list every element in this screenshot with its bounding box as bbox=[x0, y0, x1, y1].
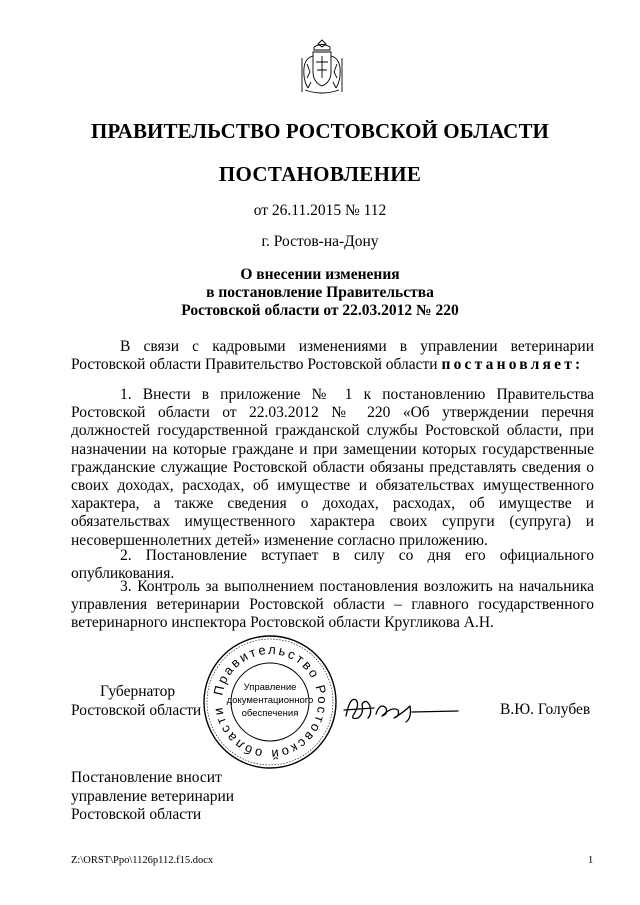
position-line-1: Губернатор bbox=[100, 683, 176, 700]
title-line-1: О внесении изменения bbox=[240, 266, 400, 283]
file-path: Z:\ORST\Ppo\1126p112.f15.docx bbox=[71, 855, 214, 866]
document-date-number: от 26.11.2015 № 112 bbox=[253, 202, 387, 219]
page-number: 1 bbox=[588, 855, 594, 866]
stamp-inner-line-1: Управление bbox=[243, 682, 297, 693]
preamble-text: В связи с кадровыми изменениями в управлении ветеринарии Ростовской области Правительство Ростовской области bbox=[71, 338, 594, 374]
title-line-2: в постановление Правительства bbox=[206, 284, 434, 301]
stamp-inner-line-2: документационного bbox=[226, 695, 314, 706]
preamble-paragraph bbox=[71, 338, 594, 374]
coat-of-arms-icon bbox=[299, 38, 345, 96]
submitted-by bbox=[71, 769, 234, 825]
decree-keyword: постановляет: bbox=[441, 356, 584, 374]
official-stamp bbox=[200, 632, 340, 772]
submitted-by-line-3: Ростовской области bbox=[71, 806, 202, 823]
handwritten-signature bbox=[340, 688, 460, 728]
document-type: ПОСТАНОВЛЕНИЕ bbox=[218, 162, 422, 186]
stamp-outer-text: Правительство Ростовской области bbox=[210, 641, 331, 763]
submitted-by-line-2: управление ветеринарии bbox=[71, 787, 235, 805]
document-city: г. Ростов-на-Дону bbox=[261, 233, 379, 250]
submitted-by-line-1: Постановление вносит bbox=[71, 769, 222, 786]
paragraph-item-3: 3. Контроль за выполнением постановления возложить на начальника управления ветеринарии Ростовской области – главного государственного ветеринарного инспектора Ростовской области Кругликова А.Н. bbox=[71, 578, 594, 632]
stamp-inner-line-3: обеспечения bbox=[241, 708, 299, 719]
paragraph-item-2: 2. Постановление вступает в силу со дня его официального опубликования. bbox=[71, 547, 594, 583]
paragraph-item-1: 1. Внести в приложение № 1 к постановлению Правительства Ростовской области от 22.03.2012 № 220 «Об утверждении перечня должностей государственной гражданской службы Ростовской области, при назначении на которые граждане и при замещении которых государственные гражданские служащие Ростовской области обязаны представлять сведения о своих доходах, расходах, об имуществе и обязательствах имущественного характера, а также сведения о доходах, расходах, об имуществе и обязательствах имущественного характера своих супруги (супруга) и несовершеннолетних детей» изменение согласно приложению. bbox=[71, 386, 594, 549]
title-line-3: Ростовской области от 22.03.2012 № 220 bbox=[181, 302, 459, 319]
document-title bbox=[0, 266, 640, 320]
position-line-2: Ростовской области bbox=[71, 701, 202, 719]
signatory-name: В.Ю. Голубев bbox=[500, 701, 591, 718]
organization-name: ПРАВИТЕЛЬСТВО РОСТОВСКОЙ ОБЛАСТИ bbox=[91, 119, 549, 143]
